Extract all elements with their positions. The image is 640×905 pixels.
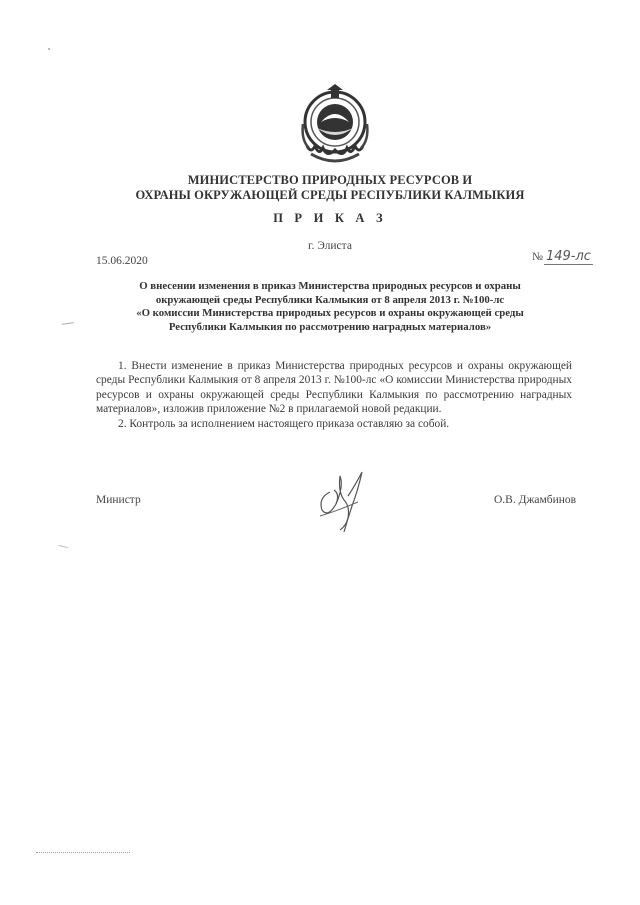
- title-line-1: О внесении изменения в приказ Министерства природных ресурсов и охраны: [139, 280, 521, 292]
- title-line-4: Республики Калмыкия по рассмотрению наградных материалов»: [168, 320, 492, 333]
- scan-artifact: [58, 545, 69, 551]
- signer-position: Министр: [96, 494, 141, 506]
- number-value: 149-лс: [545, 249, 591, 264]
- document-date: 15.06.2020: [96, 255, 148, 267]
- document-type: П Р И К А З: [273, 211, 387, 225]
- scan-artifact: [62, 322, 74, 328]
- document-number: [532, 249, 593, 264]
- ministry-name: [80, 173, 580, 203]
- title-line-2: окружающей среды Республики Калмыкия от 8 апреля 2013 г. №100-лс: [155, 293, 505, 306]
- coat-of-arms-icon: [297, 84, 373, 172]
- signer-name: О.В. Джамбинов: [494, 494, 577, 506]
- ministry-line-2: ОХРАНЫ ОКРУЖАЮЩЕЙ СРЕДЫ РЕСПУБЛИКИ КАЛМЫКИЯ: [135, 188, 525, 202]
- city-label: г. Элиста: [308, 240, 352, 252]
- document-title: [100, 280, 560, 334]
- scan-artifact: [36, 852, 130, 854]
- signature-icon: [300, 466, 380, 536]
- document-body: [96, 359, 572, 431]
- title-line-3: «О комиссии Министерства природных ресурсов и охраны окружающей среды: [136, 307, 524, 319]
- ministry-line-1: МИНИСТЕРСТВО ПРИРОДНЫХ РЕСУРСОВ И: [187, 173, 473, 187]
- body-paragraph-2: 2. Контроль за исполнением настоящего приказа оставляю за собой.: [118, 417, 450, 430]
- number-sign: №: [532, 251, 543, 263]
- scan-artifact: [48, 48, 50, 50]
- body-paragraph-1: 1. Внести изменение в приказ Министерства природных ресурсов и охраны окружающей среды Республики Калмыкия от 8 апреля 2013 г. №100-лс «О комиссии Министерства природных ресурсов и охраны окружающей среды Республики Калмыкия по рассмотрению наградных материалов», изложив приложение №2 в прилагаемой новой редакции.: [96, 360, 572, 416]
